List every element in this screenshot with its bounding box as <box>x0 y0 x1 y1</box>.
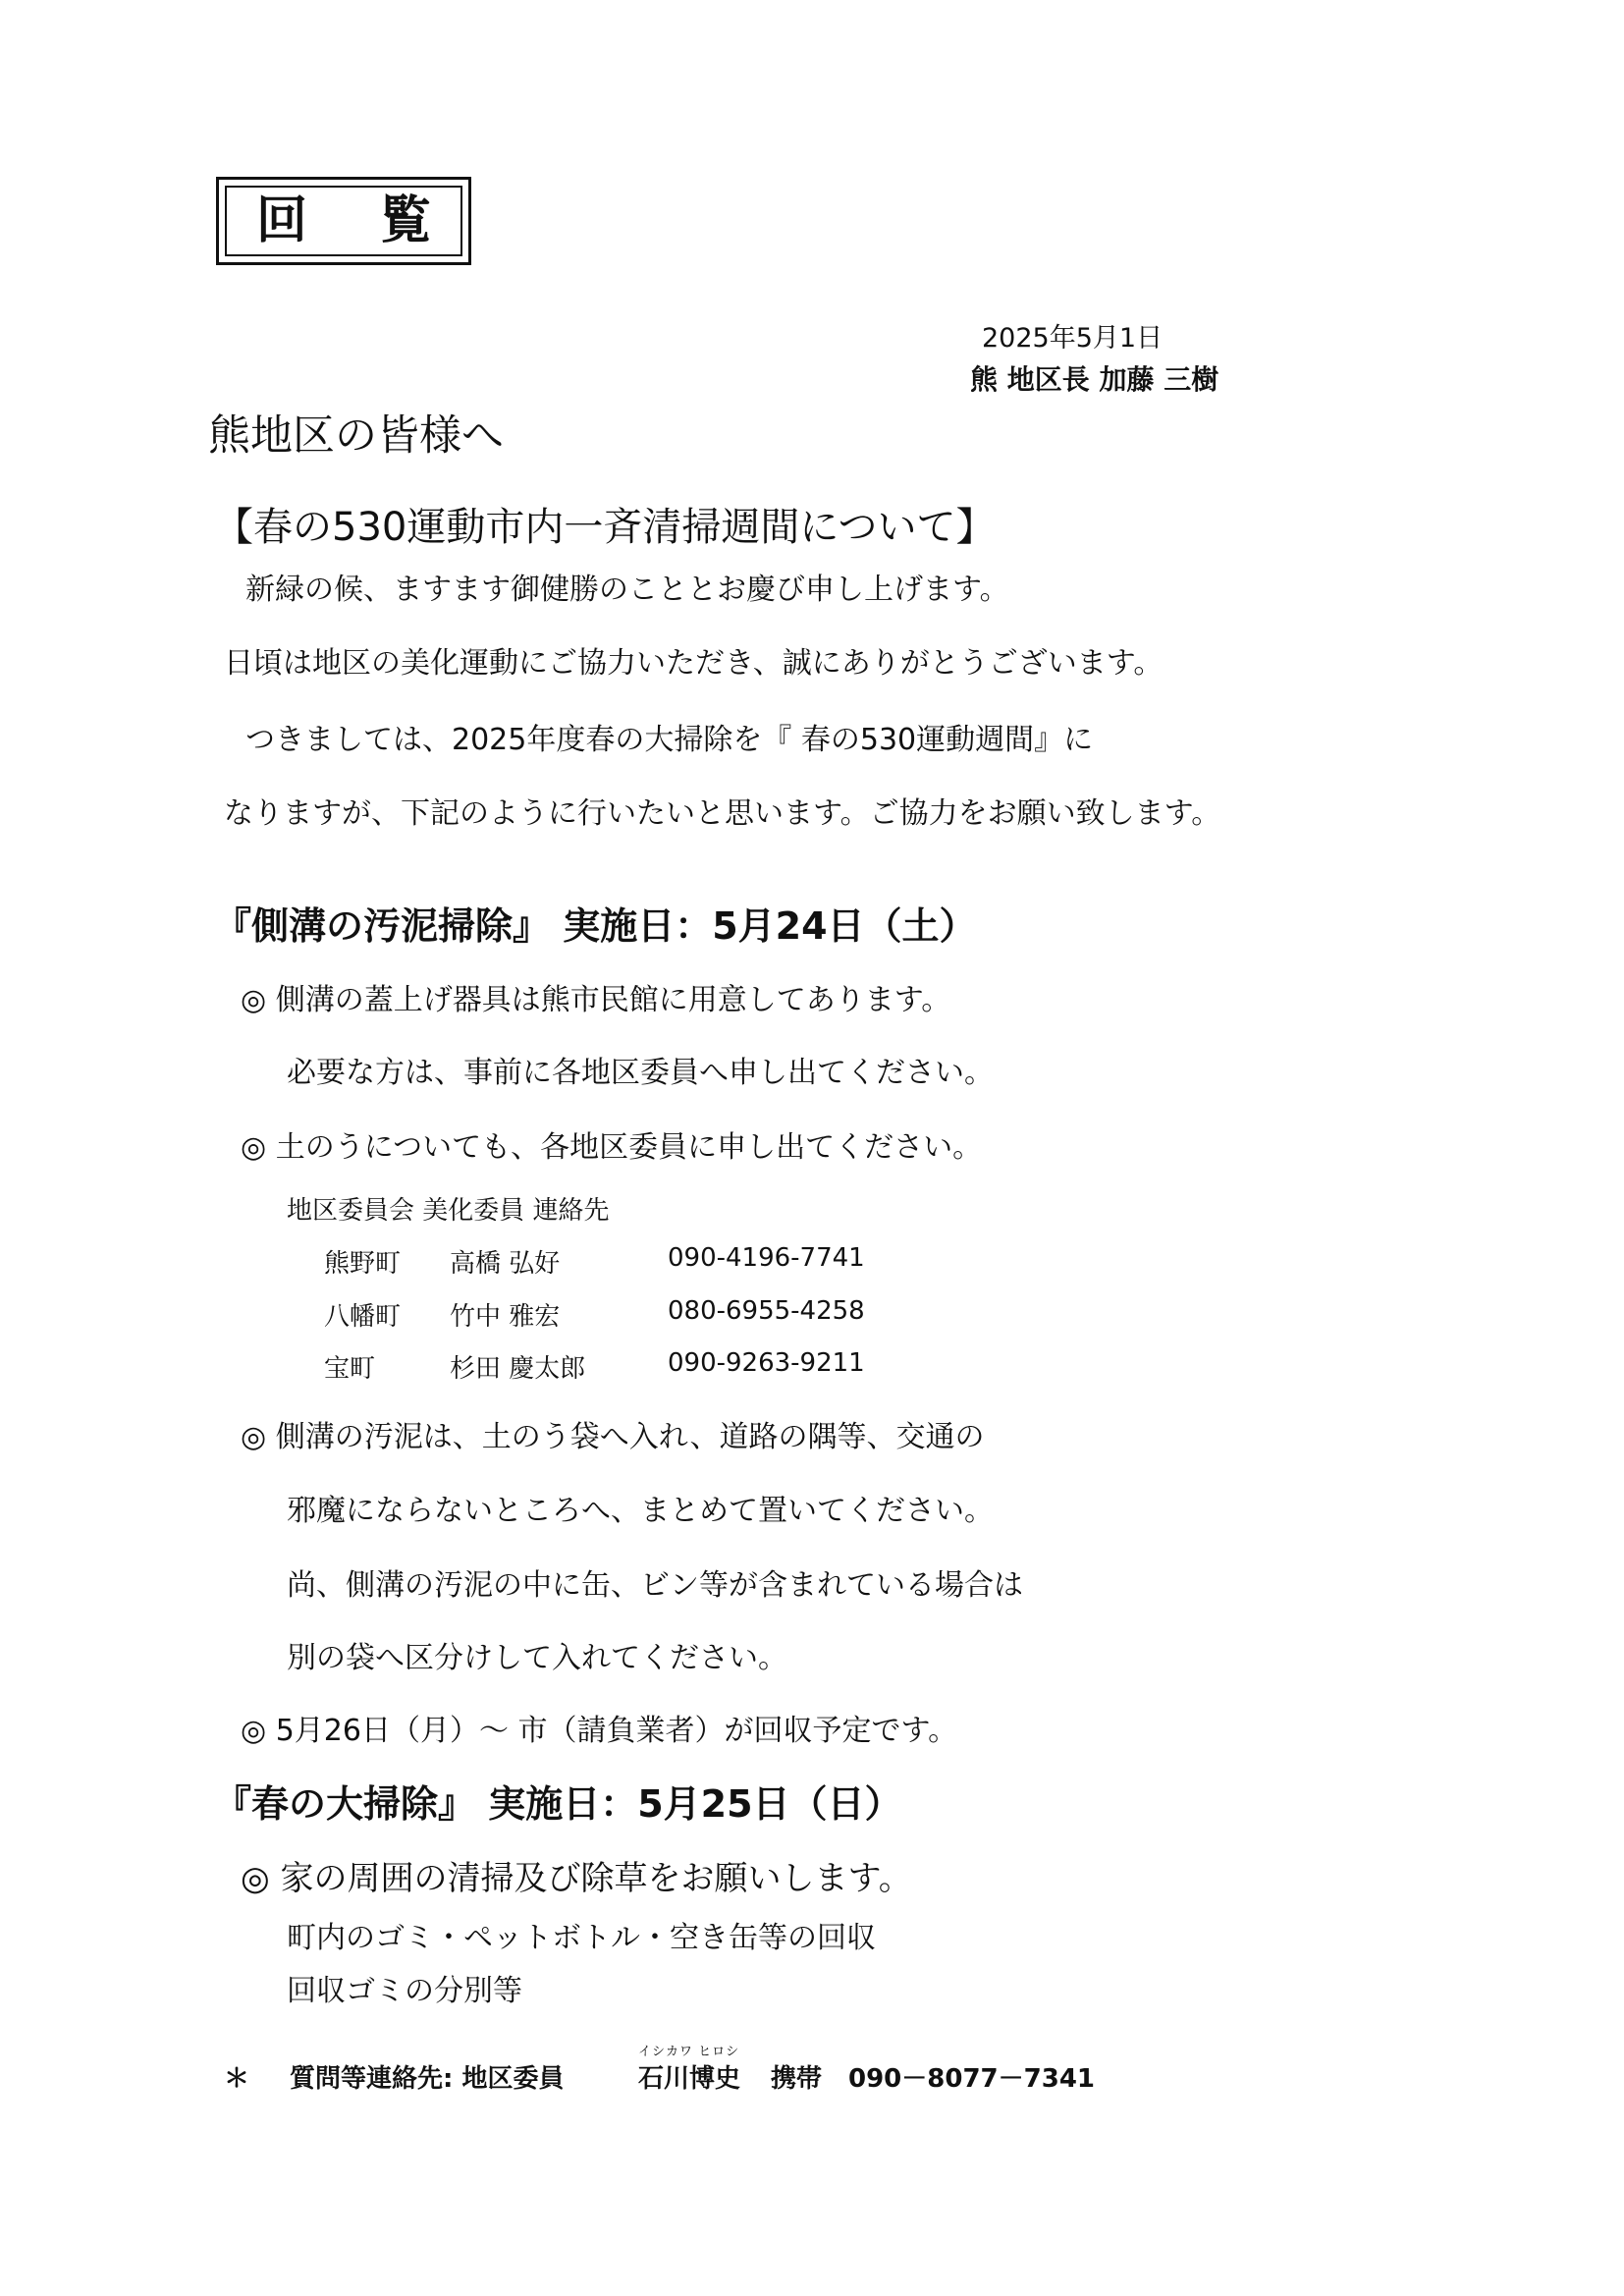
contact-name: 高橋 弘好 <box>450 1249 561 1279</box>
contact-area: 宝町 <box>324 1354 376 1384</box>
footer-name-reading: イシカワ ヒロシ <box>638 2045 740 2059</box>
section1-item-3: ◎ 土のうについても、各地区委員に申し出てください。 <box>241 1130 983 1165</box>
section1-item-7: 別の袋へ区分けして入れてください。 <box>287 1641 787 1675</box>
section1-heading: 『側溝の汚泥掃除』 実施日：5月24日（土） <box>214 904 977 948</box>
contact-name: 杉田 慶太郎 <box>450 1354 586 1384</box>
contact-area: 八幡町 <box>324 1302 402 1332</box>
contacts-header: 地区委員会 美化委員 連絡先 <box>287 1196 610 1226</box>
contact-phone: 090-4196-7741 <box>668 1243 865 1273</box>
section2-item-1: ◎ 家の周囲の清掃及び除草をお願いします。 <box>241 1859 912 1898</box>
footer-label: 質問等連絡先: 地区委員 <box>290 2064 565 2094</box>
contact-phone: 080-6955-4258 <box>668 1296 865 1326</box>
footer-phone: 090－8077－7341 <box>848 2064 1095 2094</box>
section1-item-4: ◎ 側溝の汚泥は、土のう袋へ入れ、道路の隅等、交通の <box>241 1420 985 1454</box>
section1-item-6: 尚、側溝の汚泥の中に缶、ビン等が含まれている場合は <box>287 1568 1023 1603</box>
footer-name: 石川博史 <box>638 2064 741 2094</box>
issue-date: 2025年5月1日 <box>982 323 1164 354</box>
contact-name: 竹中 雅宏 <box>450 1302 561 1332</box>
section2-heading: 『春の大掃除』 実施日：5月25日（日） <box>214 1782 902 1826</box>
contact-area: 熊野町 <box>324 1249 402 1279</box>
contact-phone: 090-9263-9211 <box>668 1348 865 1378</box>
paragraph-1: 新緑の候、ますます御健勝のこととお慶び申し上げます。 <box>245 573 1009 607</box>
section1-item-2: 必要な方は、事前に各地区委員へ申し出てください。 <box>287 1056 994 1090</box>
author: 熊 地区長 加藤 三樹 <box>970 363 1219 396</box>
paragraph-3: つきましては、2025年度春の大掃除を『 春の530運動週間』に <box>245 723 1094 757</box>
paragraph-2: 日頃は地区の美化運動にご協力いただき、誠にありがとうございます。 <box>224 646 1164 681</box>
section1-item-5: 邪魔にならないところへ、まとめて置いてください。 <box>287 1494 994 1528</box>
section1-item-1: ◎ 側溝の蓋上げ器具は熊市民館に用意してあります。 <box>241 983 951 1017</box>
recipient: 熊地区の皆様へ <box>208 411 504 461</box>
footer-phone-label: 携帯 <box>771 2064 823 2094</box>
paragraph-4: なりますが、下記のように行いたいと思います。ご協力をお願い致します。 <box>224 796 1221 831</box>
subject: 【春の530運動市内一斉清掃週間について】 <box>214 505 996 550</box>
section2-item-2: 町内のゴミ・ペットボトル・空き缶等の回収 <box>287 1921 876 1955</box>
footer-mark: ＊ <box>224 2064 250 2094</box>
document-title: 回 覧 <box>255 191 460 250</box>
section1-item-8: ◎ 5月26日（月）～ 市（請負業者）が回収予定です。 <box>241 1714 958 1748</box>
section2-item-3: 回収ゴミの分別等 <box>287 1974 522 2008</box>
